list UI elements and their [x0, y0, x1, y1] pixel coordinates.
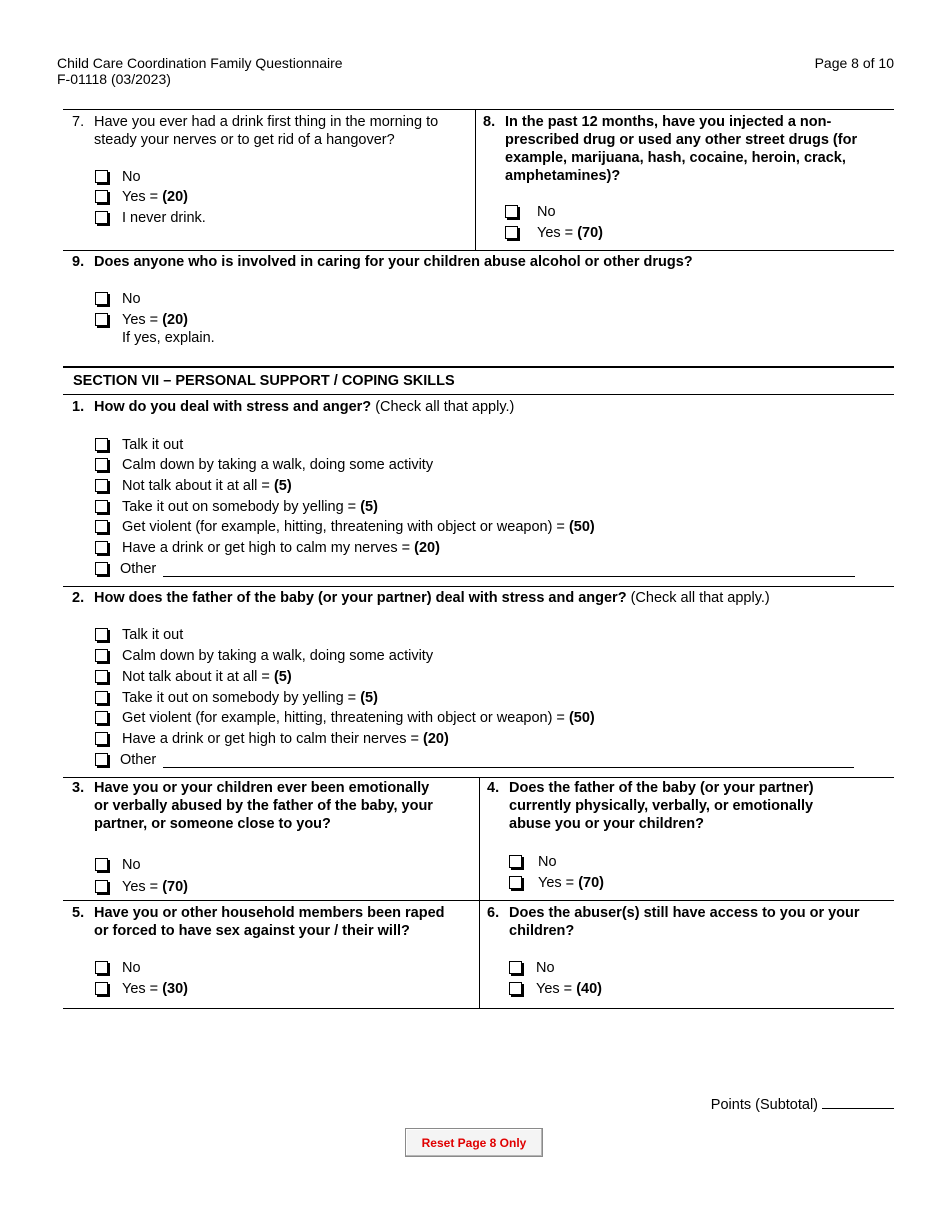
- option-label: Calm down by taking a walk, doing some activity: [122, 457, 434, 473]
- form-number: F-01118 (03/2023): [57, 71, 171, 87]
- question-number: 7.: [72, 114, 85, 130]
- divider: [63, 586, 894, 587]
- option-label: Have a drink or get high to calm my nerves =: [122, 540, 415, 556]
- option-label: Calm down by taking a walk, doing some activity: [122, 648, 434, 664]
- checkbox[interactable]: [509, 961, 522, 974]
- question-text: example, marijuana, hash, cocaine, heroin, crack,: [505, 150, 846, 166]
- checkbox[interactable]: [95, 479, 108, 492]
- option-label: Have a drink or get high to calm their nerves =: [122, 731, 424, 747]
- checkbox[interactable]: [95, 753, 108, 766]
- checkbox[interactable]: [509, 982, 522, 995]
- option-label: Yes =: [122, 879, 163, 895]
- option-label: Not talk about it at all =: [122, 478, 274, 494]
- option-points: (20): [162, 312, 188, 328]
- other-text-field[interactable]: [163, 767, 854, 768]
- reset-page-button[interactable]: Reset Page 8 Only: [405, 1128, 543, 1157]
- section-title: SECTION VII – PERSONAL SUPPORT / COPING SKILLS: [73, 373, 455, 389]
- checkbox[interactable]: [95, 292, 108, 305]
- checkbox[interactable]: [95, 562, 108, 575]
- option-label: Talk it out: [122, 437, 184, 453]
- option-points: (5): [360, 499, 378, 515]
- checkbox[interactable]: [95, 500, 108, 513]
- form-header: [57, 55, 343, 87]
- checkbox[interactable]: [95, 691, 108, 704]
- option-points: (5): [360, 690, 378, 706]
- question-number: 9.: [72, 254, 85, 270]
- section-divider: [63, 366, 894, 368]
- option-label: Get violent (for example, hitting, threatening with object or weapon) =: [122, 710, 569, 726]
- checkbox[interactable]: [95, 211, 108, 224]
- checkbox[interactable]: [505, 205, 518, 218]
- question-text: Does anyone who is involved in caring for your children abuse alcohol or other drugs?: [94, 254, 693, 270]
- question-hint: (Check all that apply.): [371, 399, 515, 415]
- option-label: Take it out on somebody by yelling =: [122, 499, 361, 515]
- option-points: (20): [162, 189, 188, 205]
- question-text: amphetamines)?: [505, 168, 621, 184]
- option-label: I never drink.: [122, 210, 206, 226]
- option-points: (70): [578, 875, 604, 891]
- question-text: Does the father of the baby (or your partner): [509, 780, 814, 796]
- question-text: In the past 12 months, have you injected a non-: [505, 114, 832, 130]
- checkbox[interactable]: [509, 876, 522, 889]
- checkbox[interactable]: [95, 170, 108, 183]
- checkbox[interactable]: [95, 520, 108, 533]
- option-label: Get violent (for example, hitting, threatening with object or weapon) =: [122, 519, 569, 535]
- checkbox[interactable]: [95, 628, 108, 641]
- option-points: (50): [568, 519, 595, 535]
- question-number: 4.: [487, 780, 500, 796]
- option-label: No: [122, 169, 141, 185]
- checkbox[interactable]: [95, 649, 108, 662]
- points-subtotal-field[interactable]: [822, 1094, 894, 1109]
- option-label: No: [122, 960, 141, 976]
- option-points: (30): [162, 981, 188, 997]
- divider: [63, 250, 894, 251]
- question-number: 2.: [72, 590, 85, 606]
- checkbox[interactable]: [505, 226, 518, 239]
- checkbox[interactable]: [95, 313, 108, 326]
- option-points: (20): [423, 731, 449, 747]
- other-text-field[interactable]: [163, 576, 855, 577]
- question-number: 8.: [483, 114, 496, 130]
- question-text: or verbally abused by the father of the baby, your: [94, 798, 433, 814]
- question-text: currently physically, verbally, or emotionally: [509, 798, 814, 814]
- option-label: No: [538, 854, 557, 870]
- option-points: (5): [273, 478, 292, 494]
- column-divider: [479, 777, 480, 1008]
- divider: [63, 394, 894, 395]
- question-number: 5.: [72, 905, 85, 921]
- checkbox[interactable]: [95, 880, 108, 893]
- checkbox[interactable]: [95, 858, 108, 871]
- question-text: steady your nerves or to get rid of a hangover?: [94, 132, 395, 148]
- question-number: 3.: [72, 780, 85, 796]
- checkbox[interactable]: [509, 855, 522, 868]
- option-label: Other: [120, 561, 157, 577]
- question-text: Have you or your children ever been emotionally: [94, 780, 430, 796]
- question-text: Have you ever had a drink first thing in the morning to: [94, 114, 439, 130]
- question-text: How does the father of the baby (or your partner) deal with stress and anger?: [94, 590, 627, 606]
- option-points: (40): [576, 981, 602, 997]
- question-number: 1.: [72, 399, 85, 415]
- option-label: No: [122, 291, 141, 307]
- option-label: Talk it out: [122, 627, 184, 643]
- option-points: (20): [414, 540, 440, 556]
- points-subtotal: [711, 1094, 894, 1114]
- checkbox[interactable]: [95, 982, 108, 995]
- explain-label: If yes, explain.: [122, 330, 215, 346]
- option-label: No: [536, 960, 555, 976]
- checkbox[interactable]: [95, 190, 108, 203]
- column-divider: [475, 109, 476, 250]
- checkbox[interactable]: [95, 961, 108, 974]
- option-label: Take it out on somebody by yelling =: [122, 690, 361, 706]
- question-text: Does the abuser(s) still have access to you or your: [509, 905, 860, 921]
- form-title: Child Care Coordination Family Questionnaire: [57, 55, 343, 71]
- option-label: Yes =: [538, 875, 579, 891]
- option-points: (70): [162, 879, 188, 895]
- question-text: prescribed drug or used any other street drugs (for: [505, 132, 858, 148]
- option-label: Yes =: [537, 225, 578, 241]
- option-label: Not talk about it at all =: [122, 669, 274, 685]
- checkbox[interactable]: [95, 458, 108, 471]
- question-number: 6.: [487, 905, 500, 921]
- page-number: Page 8 of 10: [814, 55, 894, 71]
- option-label: Yes =: [122, 981, 163, 997]
- question-text: abuse you or your children?: [509, 816, 704, 832]
- checkbox[interactable]: [95, 711, 108, 724]
- option-label: Yes =: [536, 981, 577, 997]
- option-label: No: [537, 204, 556, 220]
- points-label: Points (Subtotal): [710, 1097, 818, 1113]
- checkbox[interactable]: [95, 670, 108, 683]
- divider: [63, 109, 894, 110]
- option-label: Other: [120, 752, 157, 768]
- divider: [63, 1008, 894, 1009]
- checkbox[interactable]: [95, 438, 108, 451]
- question-text: How do you deal with stress and anger?: [94, 399, 372, 415]
- option-points: (50): [568, 710, 595, 726]
- checkbox[interactable]: [95, 541, 108, 554]
- question-text: partner, or someone close to you?: [94, 816, 331, 832]
- question-hint: (Check all that apply.): [626, 590, 770, 606]
- option-label: No: [122, 857, 141, 873]
- option-label: Yes =: [122, 189, 163, 205]
- option-points: (5): [273, 669, 292, 685]
- option-label: Yes =: [122, 312, 163, 328]
- option-points: (70): [577, 225, 603, 241]
- question-text: or forced to have sex against your / their will?: [94, 923, 410, 939]
- question-text: Have you or other household members been raped: [94, 905, 445, 921]
- question-text: children?: [509, 923, 575, 939]
- checkbox[interactable]: [95, 732, 108, 745]
- divider: [63, 900, 894, 901]
